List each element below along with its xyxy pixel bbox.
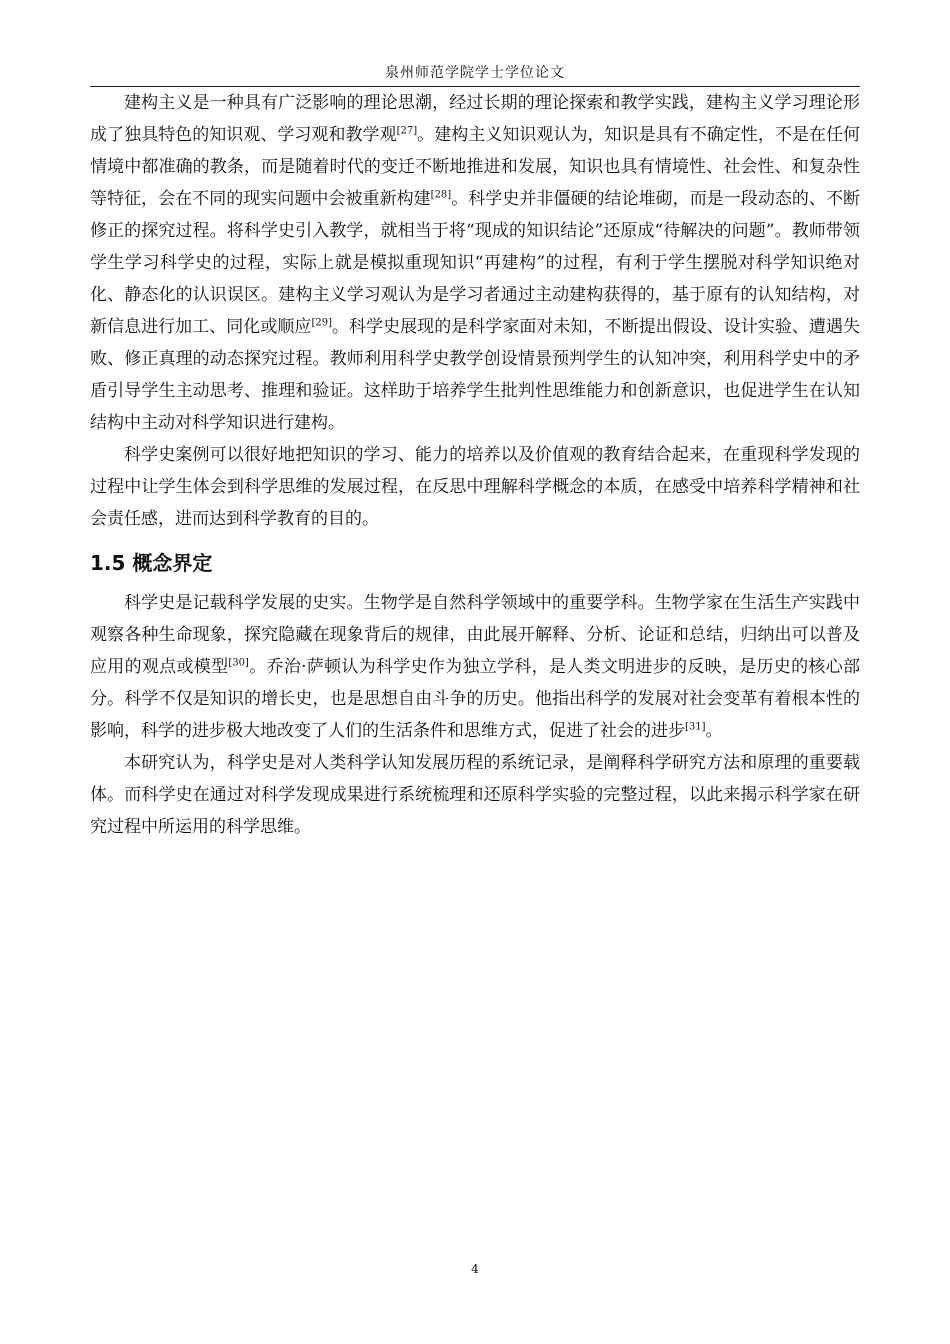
citation-ref: [31] <box>685 721 706 733</box>
text-run: 科学史是记载科学发展的史实。生物学是自然科学领域中的重要学科。生物学家在生活生产实践中观察各种生命现象，探究隐藏在现象背后的规律，由此展开解释、分析、论证和总结，归纳出可以普及应用的观点或模型 <box>90 593 860 677</box>
body-paragraph <box>90 587 860 747</box>
body-paragraph <box>90 87 860 439</box>
text-run: 。建构主义知识观认为，知识是具有不确定性，不是在任何情境中都准确的教条，而是随着时代的变迁不断地推进和发展，知识也具有情境性、社会性、和复杂性等特征，会在不同的现实问题中会被重新构建 <box>90 125 861 209</box>
text-run: 。科学史展现的是科学家面对未知，不断提出假设、设计实验、遭遇失败、修正真理的动态探究过程。教师利用科学史教学创设情景预判学生的认知冲突，利用科学史中的矛盾引导学生主动思考、推理和验证。这样助于培养学生批判性思维能力和创新意识，也促进学生在认知结构中主动对科学知识进行建构。 <box>90 317 861 433</box>
running-header: 泉州师范学院学士学位论文 <box>90 62 860 87</box>
page-number: 4 <box>471 1262 479 1276</box>
citation-ref: [29] <box>311 317 332 329</box>
section-heading: 1.5 概念界定 <box>90 551 213 575</box>
citation-ref: [27] <box>396 125 418 137</box>
text-run: 科学史案例可以很好地把知识的学习、能力的培养以及价值观的教育结合起来，在重现科学发现的过程中让学生体会到科学思维的发展过程，在反思中理解科学概念的本质，在感受中培养科学精神和社会责任感，进而达到科学教育的目的。 <box>90 445 860 529</box>
citation-ref: [30] <box>228 657 249 669</box>
text-run: 。 <box>705 721 723 741</box>
text-run: 建构主义是一种具有广泛影响的理论思潮，经过长期的理论探索和教学实践，建构主义学习理论形成了独具特色的知识观、学习观和教学观 <box>90 93 860 145</box>
citation-ref: [28] <box>430 189 452 201</box>
text-run: 。科学史并非僵硬的结论堆砌，而是一段动态的、不断修正的探究过程。将科学史引入教学，就相当于将“现成的知识结论”还原成“待解决的问题”。教师带领学生学习科学史的过程，实际上就是模拟重现知识“再建构”的过程，有利于学生摆脱对科学知识绝对化、静态化的认识误区。建构主义学习观认为是学习者通过主动建构获得的，基于原有的认知结构，对新信息进行加工、同化或顺应 <box>90 189 861 337</box>
body-paragraph <box>90 747 860 843</box>
text-run: 本研究认为，科学史是对人类科学认知发展历程的系统记录，是阐释科学研究方法和原理的重要载体。而科学史在通过对科学发现成果进行系统梳理和还原科学实验的完整过程，以此来揭示科学家在研究过程中所运用的科学思维。 <box>90 753 860 837</box>
text-run: 。乔治·萨顿认为科学史作为独立学科，是人类文明进步的反映，是历史的核心部分。科学不仅是知识的增长史，也是思想自由斗争的历史。他指出科学的发展对社会变革有着根本性的影响，科学的进步极大地改变了人们的生活条件和思维方式，促进了社会的进步 <box>90 657 860 741</box>
document-body <box>90 87 860 843</box>
body-paragraph <box>90 439 860 535</box>
